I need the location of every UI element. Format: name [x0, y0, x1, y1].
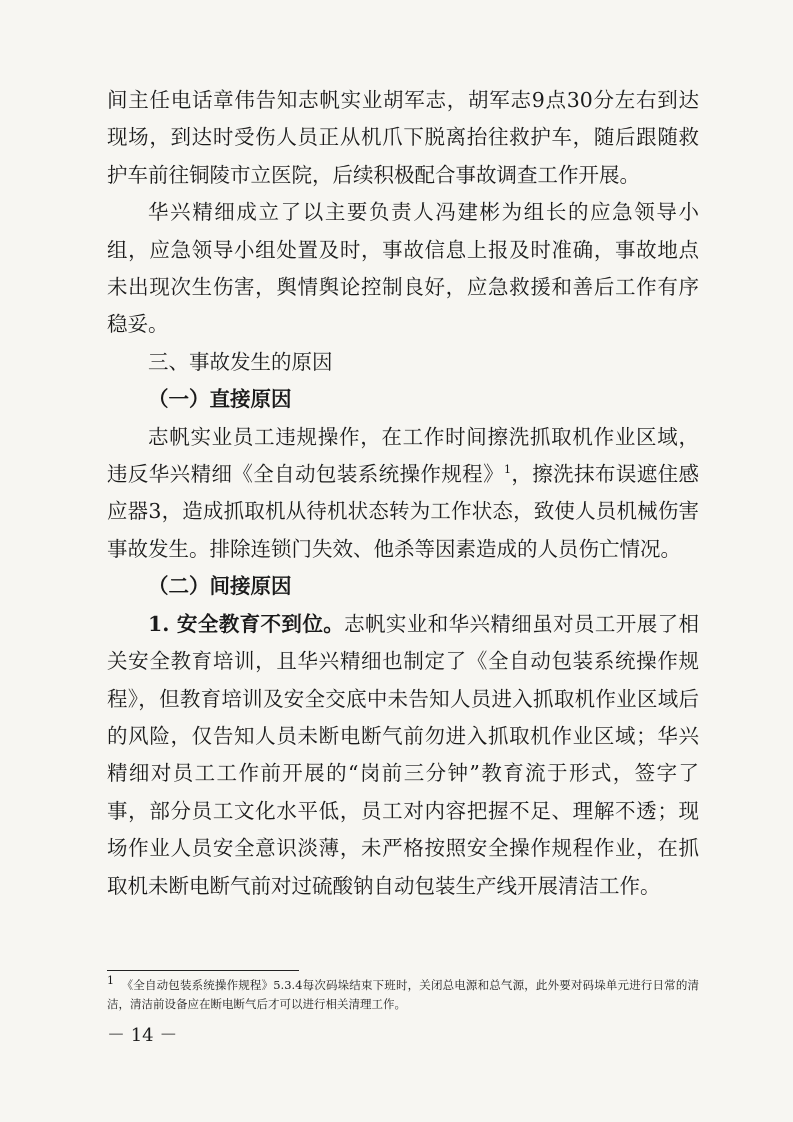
footnote-reference: 1: [503, 463, 511, 477]
subheading-direct-cause: （一）直接原因: [148, 387, 292, 412]
safety-education-lead: 1. 安全教育不到位。: [148, 611, 345, 636]
footnote-text: 《全自动包装系统操作规程》5.3.4每次码垛结束下班时，关闭总电源和总气源，此外要对码垛单元进行日常的清洁，清洁前设备应在断电断气后才可以进行相关清理工作。: [107, 978, 699, 1011]
subheading-indirect-cause: （二）间接原因: [148, 574, 292, 599]
section-heading-causes: 三、事故发生的原因: [148, 349, 333, 374]
footnote-marker: 1: [107, 974, 114, 988]
paragraph-direct-cause: [107, 419, 699, 569]
paragraph-rescue-arrival: 间主任电话章伟告知志帆实业胡军志，胡军志9点30分左右到达现场，到达时受伤人员正从机爪下脱离抬往救护车，随后跟随救护车前往铜陵市立医院，后续积极配合事故调查工作开展。: [107, 88, 699, 187]
paragraph-emergency-group: 华兴精细成立了以主要负责人冯建彬为组长的应急领导小组，应急领导小组处置及时，事故信息上报及时准确，事故地点未出现次生伤害，舆情舆论控制良好，应急救援和善后工作有序稳妥。: [107, 200, 699, 337]
footnote: [107, 976, 699, 1014]
paragraph-safety-education: [107, 606, 699, 905]
footnote-divider: [107, 970, 299, 971]
page-number: － 14 －: [107, 1025, 178, 1046]
direct-cause-text-b: ，擦洗抹布误遮住感应器3，造成抓取机从待机状态转为工作状态，致使人员机械伤害事故发生。排除连锁门失效、他杀等因素造成的人员伤亡情况。: [107, 462, 700, 561]
safety-education-body: 志帆实业和华兴精细虽对员工开展了相关安全教育培训，且华兴精细也制定了《全自动包装系统操作规程》，但教育培训及安全交底中未告知人员进入抓取机作业区域后的风险，仅告知人员未断电断气前勿进入抓取机作业区域；华兴精细对员工工作前开展的“岗前三分钟”教育流于形式，签字了事，部分员工文化水平低，员工对内容把握不足、理解不透；现场作业人员安全意识淡薄，未严格按照安全操作规程作业，在抓取机未断电断气前对过硫酸钠自动包装生产线开展清洁工作。: [107, 611, 699, 898]
body-text: [107, 82, 699, 905]
direct-cause-text-a: 志帆实业员工违规操作，在工作时间擦洗抓取机作业区域，违反华兴精细《全自动包装系统操作规程》: [107, 424, 699, 487]
